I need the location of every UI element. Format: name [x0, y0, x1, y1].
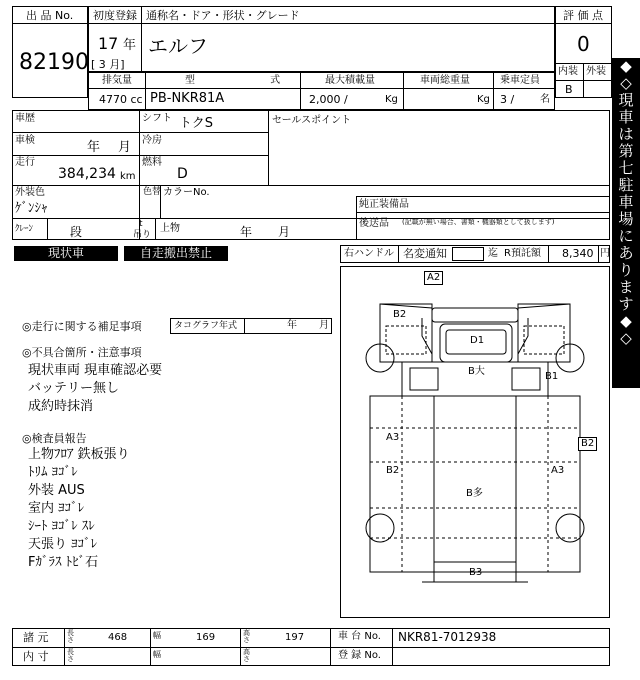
location-banner: ◆ ◇ 現 車 は 第 七 駐 車 場 に あ り ま す ◆ ◇	[612, 58, 640, 388]
inspection-month: 月	[118, 140, 132, 155]
tacho-month: 月	[319, 320, 329, 331]
max-load: 2,000 /	[309, 93, 348, 106]
height-label: 高さ	[243, 629, 250, 644]
fuel-value: D	[177, 166, 188, 182]
mileage-value: 384,234	[58, 166, 116, 182]
gross-weight-unit: Kg	[477, 94, 490, 105]
aftermarket-note: (記載が無い場合、書類・機器類として扱します)	[402, 218, 555, 226]
type-label: 型 式	[185, 75, 317, 86]
aftermarket-label: 後送品	[359, 218, 389, 229]
inspection-label: 車検	[15, 135, 35, 146]
interior-label: 内装	[558, 66, 578, 77]
inspector-line: Fｶﾞﾗｽ ﾄﾋﾞ石	[28, 555, 99, 570]
max-load-unit: Kg	[385, 94, 398, 105]
ac-label: 冷房	[142, 135, 162, 146]
inner-length-label: 長さ	[67, 648, 74, 663]
damage-mark: D1	[470, 335, 485, 346]
inner-label: 内 寸	[23, 650, 49, 663]
tacho-year: 年	[287, 320, 297, 331]
displacement-label: 排気量	[102, 75, 132, 86]
top-label: 上物	[160, 223, 180, 234]
width-value: 169	[196, 632, 216, 643]
capacity-unit: 名	[540, 94, 550, 105]
damage-mark: A2	[424, 271, 443, 285]
model-name: エルフ	[148, 34, 208, 58]
damage-mark: B1	[545, 371, 559, 382]
mileage-unit: km	[120, 171, 136, 182]
color-change-label: 色替	[143, 187, 162, 197]
fuel-label: 燃料	[142, 157, 162, 168]
gross-weight-label: 車両総重量	[420, 75, 470, 86]
damage-mark: B3	[469, 567, 483, 578]
inspector-line: 室内 ﾖｺﾞﾚ	[28, 501, 85, 516]
shift-value: トクS	[179, 116, 213, 131]
chassis-value: NKR81-7012938	[398, 630, 497, 644]
first-reg-year-unit: 年	[123, 38, 137, 53]
interior-grade: B	[565, 83, 573, 96]
mileage-label: 走行	[15, 157, 35, 168]
capacity: 3 /	[500, 93, 515, 106]
lot-number: 82190	[19, 50, 89, 75]
damage-mark: A3	[386, 432, 400, 443]
color-code-label: カラーNo.	[163, 187, 210, 198]
name-change-label: 名変通知	[403, 247, 447, 260]
inspector-line: ﾄﾘﾑ ﾖｺﾞﾚ	[28, 465, 78, 480]
crane-hang: 吊り	[133, 230, 152, 240]
first-reg-label: 初度登録	[93, 9, 137, 22]
color-value: ｹﾞﾝｼｬ	[15, 201, 48, 216]
dims-label: 諸 元	[23, 631, 49, 644]
recycle-label: R預託額	[504, 248, 541, 259]
crane-t: t	[139, 219, 143, 229]
crane-stage: 段	[70, 225, 83, 239]
exterior-label: 外装	[586, 66, 606, 77]
score-label: 評 価 点	[563, 9, 603, 22]
history-label: 車歴	[15, 113, 35, 124]
driving-notes-header: ◎走行に関する補足事項	[22, 320, 142, 333]
first-reg-year: 17	[98, 34, 119, 53]
damage-mark: B2	[578, 437, 597, 451]
shift-label: シフト	[142, 113, 172, 124]
capacity-label: 乗車定員	[500, 75, 540, 86]
height-value: 197	[285, 632, 305, 643]
width-label: 幅	[153, 631, 161, 640]
current-car-badge: 現状車	[14, 246, 118, 261]
top-month: 月	[278, 225, 291, 239]
crane-label: ｸﾚｰﾝ	[15, 224, 34, 234]
defect-header: ◎不具合箇所・注意事項	[22, 346, 142, 359]
model-label: 通称名・ドア・形状・グレード	[146, 9, 300, 22]
inspector-line: 外装 AUS	[28, 483, 85, 498]
handle-label: 右ハンドル	[344, 248, 394, 259]
defect-line: バッテリー無し	[28, 381, 120, 396]
damage-mark: B2	[393, 309, 407, 320]
defect-line: 成約時抹消	[28, 399, 94, 414]
top-year: 年	[240, 225, 253, 239]
name-change-box	[452, 247, 484, 261]
reg-label: 登 録 No.	[338, 650, 381, 661]
recycle-amount: 8,340	[562, 247, 594, 260]
inspector-line: ｼｰﾄ ﾖｺﾞﾚ ｽﾚ	[28, 519, 95, 534]
inspector-header: ◎検査員報告	[22, 432, 87, 445]
damage-mark: B大	[468, 366, 485, 377]
recycle-unit: 円	[600, 248, 610, 259]
damage-mark: A3	[551, 465, 565, 476]
inner-height-label: 高さ	[243, 648, 250, 663]
max-load-label: 最大積載量	[325, 75, 375, 86]
inner-width-label: 幅	[153, 650, 161, 659]
score-value: 0	[577, 32, 590, 56]
first-reg-month: [ 3 月]	[91, 58, 125, 71]
type: PB-NKR81A	[150, 91, 225, 106]
tax-label: 迄	[488, 248, 498, 259]
no-self-drive-badge: 自走搬出禁止	[124, 246, 228, 261]
inspector-line: 天張り ﾖｺﾞﾚ	[28, 537, 98, 552]
defect-line: 現状車両 現車確認必要	[28, 363, 163, 378]
length-label: 長さ	[67, 629, 74, 644]
displacement: 4770 cc	[99, 93, 143, 106]
damage-mark: B多	[466, 488, 483, 499]
chassis-label: 車 台 No.	[338, 631, 381, 642]
lot-label: 出 品 No.	[26, 9, 74, 22]
length-value: 468	[108, 632, 128, 643]
damage-mark: B2	[386, 465, 400, 476]
color-label: 外装色	[15, 187, 45, 198]
sales-point-label: セールスポイント	[272, 115, 352, 126]
equipment-label: 純正装備品	[359, 199, 409, 210]
truck-diagram	[340, 266, 610, 618]
inspection-year: 年	[87, 140, 101, 155]
tacho-label: タコグラフ年式	[174, 321, 238, 331]
inspector-line: 上物ﾌﾛｱ 鉄板張り	[28, 447, 130, 462]
